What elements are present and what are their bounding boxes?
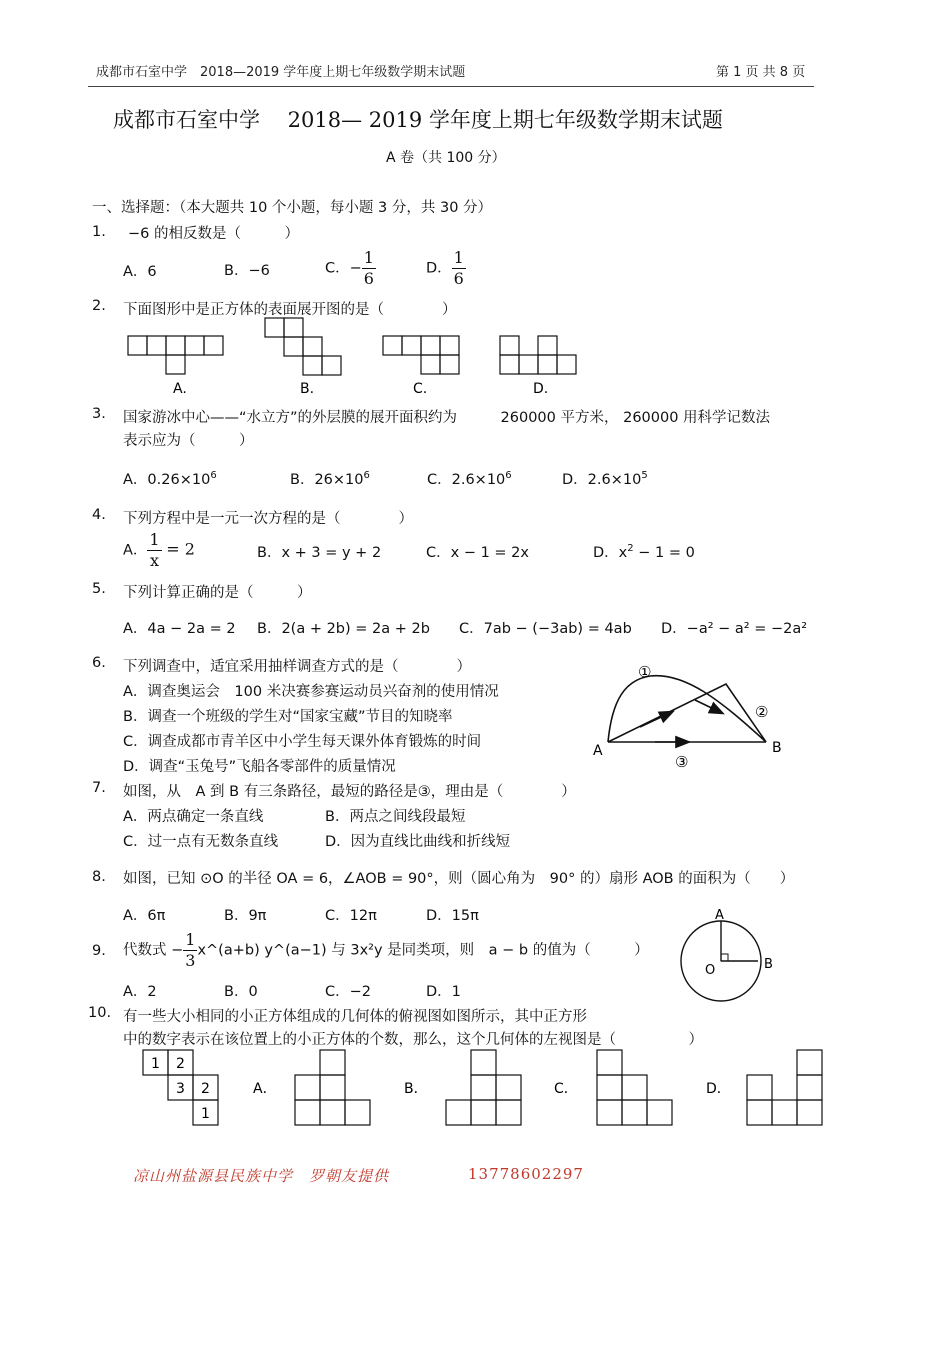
q10-label-d: D．: [706, 1081, 731, 1097]
q3-stem-line2: 表示应为（ ）: [123, 433, 254, 449]
q7-option-b: B．两点之间线段最短: [325, 809, 466, 825]
q5-option-a: A．4a − 2a = 2: [123, 621, 236, 637]
q4-option-b: B．x + 3 = y + 2: [257, 545, 382, 561]
circle-point-b: B: [764, 957, 773, 972]
q1-stem: −6 的相反数是（ ）: [128, 226, 299, 242]
q1-option-d-label: D．: [426, 260, 452, 277]
q8-option-b: B．9π: [224, 908, 267, 924]
q7-option-a: A．两点确定一条直线: [123, 809, 264, 825]
q2-label-d: D.: [533, 381, 549, 397]
q4-option-a: A． $\frac{1}{x}$ = 2: [123, 530, 195, 570]
q1-number: 1.: [92, 224, 106, 240]
page-number: 第 1 页 共 8 页: [716, 65, 806, 80]
section-heading: 一、选择题：（本大题共 10 个小题，每小题 3 分，共 30 分）: [92, 200, 493, 216]
q1-option-b: B．−6: [224, 263, 270, 279]
q9-fraction: $\frac{1}{3}$: [185, 930, 196, 970]
q3-option-c: C．$2.6\times 10^6$: [427, 470, 512, 488]
q8-number: 8.: [92, 869, 106, 885]
q5-stem: 下列计算正确的是（ ）: [123, 585, 312, 601]
page-title: 成都市石室中学 2018— 2019 学年度上期七年级数学期末试题: [113, 108, 723, 132]
q8-option-d: D．15π: [426, 908, 479, 924]
grid-cell-4: 2: [201, 1081, 210, 1097]
q1-option-c-fraction: $\frac{1}{6}$: [363, 248, 374, 288]
q1-option-a: A．6: [123, 264, 157, 280]
q8-option-c: C．12π: [325, 908, 377, 924]
route-point-b: B: [772, 740, 782, 756]
q10-label-c: C．: [554, 1081, 578, 1097]
q10-label-a: A．: [253, 1081, 277, 1097]
q10-number: 10.: [88, 1005, 112, 1021]
circle-point-o: O: [705, 963, 716, 978]
q3-option-d: D．$2.6\times 10^5$: [562, 470, 648, 488]
q9-option-c: C．−2: [325, 984, 371, 1000]
q4-stem: 下列方程中是一元一次方程的是（ ）: [123, 511, 413, 527]
q2-label-b: B.: [300, 381, 315, 397]
q4-option-a-fraction: $\frac{1}{x}$: [149, 530, 160, 570]
q3-option-a: A．$0.26\times 10^6$: [123, 470, 217, 488]
q6-number: 6.: [92, 655, 106, 671]
q4-number: 4.: [92, 507, 106, 523]
q3-option-b: B．$26\times 10^6$: [290, 470, 370, 488]
grid-cell-2: 2: [176, 1056, 185, 1072]
q6-option-c: C．调查成都市青羊区中小学生每天课外体育锻炼的时间: [123, 734, 482, 750]
q7-number: 7.: [92, 780, 106, 796]
grid-cell-5: 1: [201, 1106, 210, 1122]
q7-stem: 如图，从 A 到 B 有三条路径，最短的路径是③，理由是（ ）: [123, 784, 576, 800]
q2-label-a: A.: [173, 381, 187, 397]
q10-label-b: B．: [404, 1081, 428, 1097]
q9-number: 9.: [92, 943, 106, 959]
q5-option-d: D．−a² − a² = −2a²: [661, 621, 808, 637]
grid-cell-1: 1: [151, 1056, 160, 1072]
q9-option-a: A．2: [123, 984, 157, 1000]
q5-number: 5.: [92, 581, 106, 597]
q6-option-b: B．调查一个班级的学生对“国家宝藏”节目的知晓率: [123, 709, 453, 725]
q4-option-c: C．x − 1 = 2x: [426, 545, 529, 561]
grid-cell-3: 3: [176, 1081, 185, 1097]
route-label-1: ①: [638, 663, 652, 681]
q1-option-d-fraction: $\frac{1}{6}$: [453, 248, 464, 288]
contributor-credit: 凉山州盐源县民族中学 罗朝友提供: [133, 1167, 390, 1185]
q2-label-c: C.: [413, 381, 428, 397]
route-label-2: ②: [755, 703, 769, 721]
q3-number: 3.: [92, 406, 106, 422]
q8-stem: 如图，已知 ⊙O 的半径 OA = 6，∠AOB = 90°，则（圆心角为 90° 的）扇形 AOB 的面积为（ ）: [123, 871, 795, 887]
q8-option-a: A．6π: [123, 908, 166, 924]
q7-option-d: D．因为直线比曲线和折线短: [325, 834, 511, 850]
q9-option-d: D．1: [426, 984, 461, 1000]
q10-stem-line1: 有一些大小相同的小正方体组成的几何体的俯视图如图所示，其中正方形: [123, 1009, 587, 1025]
q6-option-d: D．调查“玉兔号”飞船各零部件的质量情况: [123, 759, 396, 775]
circle-point-a: A: [715, 908, 724, 923]
q6-option-a: A．调查奥运会 100 米决赛参赛运动员兴奋剂的使用情况: [123, 684, 499, 700]
q7-option-c: C．过一点有无数条直线: [123, 834, 279, 850]
q2-number: 2.: [92, 298, 106, 314]
page-subtitle: A 卷（共 100 分）: [386, 150, 506, 166]
q5-option-c: C．7ab − (−3ab) = 4ab: [459, 621, 632, 637]
q1-option-c-label: C．−: [325, 260, 362, 277]
q2-stem: 下面图形中是正方体的表面展开图的是（ ）: [123, 302, 457, 318]
contributor-phone: 13778602297: [468, 1165, 584, 1183]
route-point-a: A: [593, 743, 603, 759]
q9-option-b: B．0: [224, 984, 258, 1000]
q6-stem: 下列调查中，适宜采用抽样调查方式的是（ ）: [123, 659, 471, 675]
q3-stem-line1: 国家游冰中心——“水立方”的外层膜的展开面积约为 260000 平方米， 260000 用科学记数法: [123, 410, 771, 426]
q9-stem: 代数式 − $\frac{1}{3}$ x^(a+b) y^(a−1) 与 3x²y 是同类项，则 a − b 的值为（ ）: [123, 930, 649, 970]
running-header-title: 成都市石室中学 2018—2019 学年度上期七年级数学期末试题: [96, 65, 466, 80]
q5-option-b: B．2(a + 2b) = 2a + 2b: [257, 621, 430, 637]
q4-option-d: D．$x^2 - 1 = 0$: [593, 543, 695, 561]
q10-stem-line2: 中的数字表示在该位置上的小正方体的个数，那么，这个几何体的左视图是（ ）: [123, 1032, 703, 1048]
route-label-3: ③: [675, 753, 689, 771]
